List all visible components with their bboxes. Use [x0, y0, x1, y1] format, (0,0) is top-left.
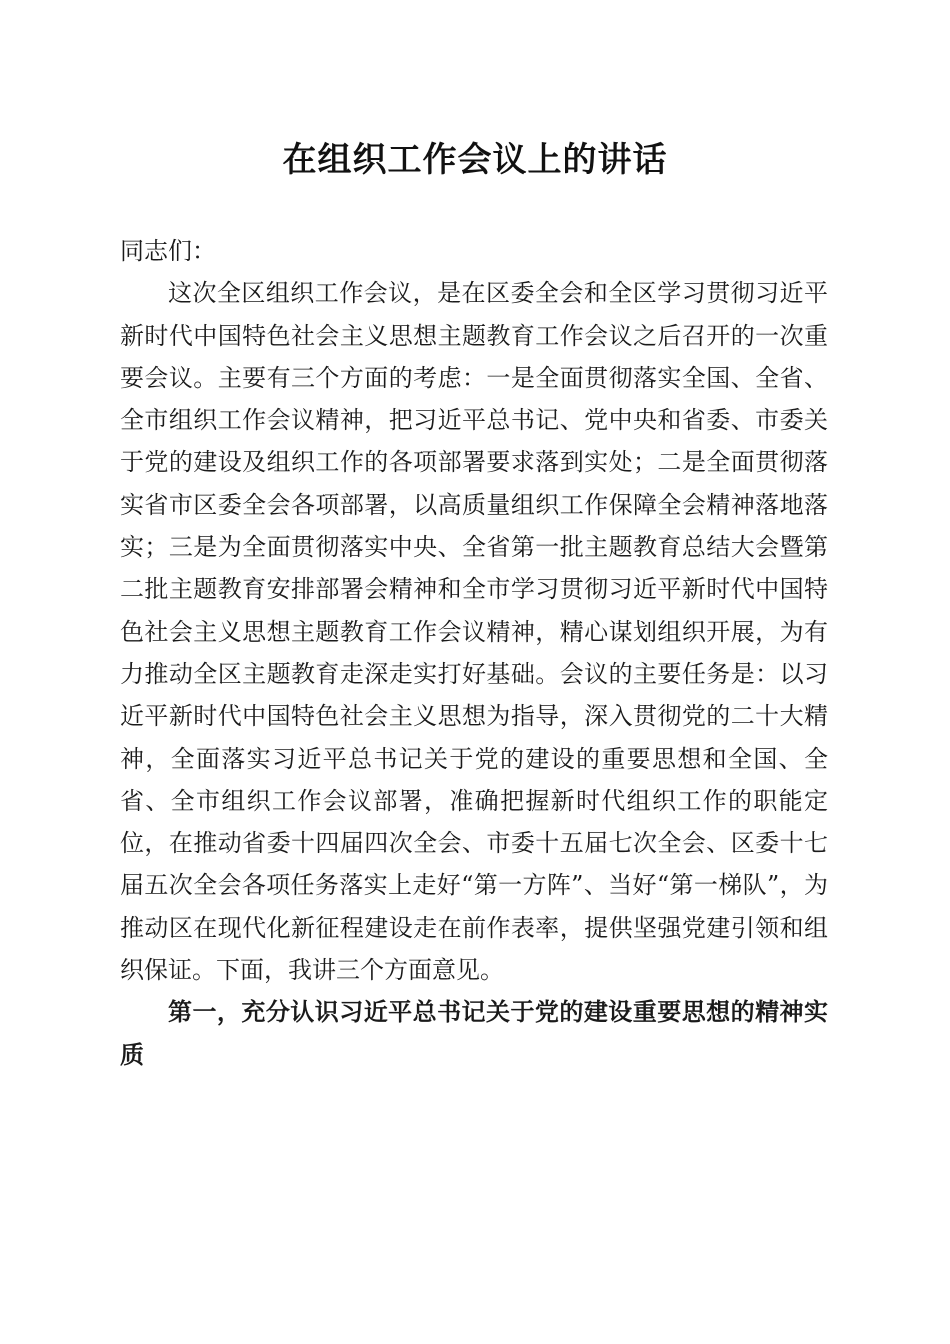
section-heading-first: 第一，充分认识习近平总书记关于党的建设重要思想的精神实质 — [120, 997, 828, 1069]
salutation: 同志们： — [120, 237, 216, 265]
document-title: 在组织工作会议上的讲话 — [282, 140, 668, 180]
paragraph-intro: 这次全区组织工作会议，是在区委全会和全区学习贯彻习近平新时代中国特色社会主义思想主题教育工作会议之后召开的一次重要会议。主要有三个方面的考虑：一是全面贯彻落实全国、全省、全市组织工作会议精神，把习近平总书记、党中央和省委、市委关于党的建设及组织工作的各项部署要求落到实处；二是全面贯彻落实省市区委全会各项部署，以高质量组织工作保障全会精神落地落实；三是为全面贯彻落实中央、全省第一批主题教育总结大会暨第二批主题教育安排部署会精神和全市学习贯彻习近平新时代中国特色社会主义思想主题教育工作会议精神，精心谋划组织开展，为有力推动全区主题教育走深走实打好基础。会议的主要任务是：以习近平新时代中国特色社会主义思想为指导，深入贯彻党的二十大精神，全面落实习近平总书记关于党的建设的重要思想和全国、全省、全市组织工作会议部署，准确把握新时代组织工作的职能定位，在推动省委十四届四次全会、市委十五届七次全会、区委十七届五次全会各项任务落实上走好“第一方阵”、当好“第一梯队”，为推动区在现代化新征程建设走在前作表率，提供坚强党建引领和组织保证。下面，我讲三个方面意见。 — [120, 279, 828, 985]
document-body — [120, 230, 828, 1076]
